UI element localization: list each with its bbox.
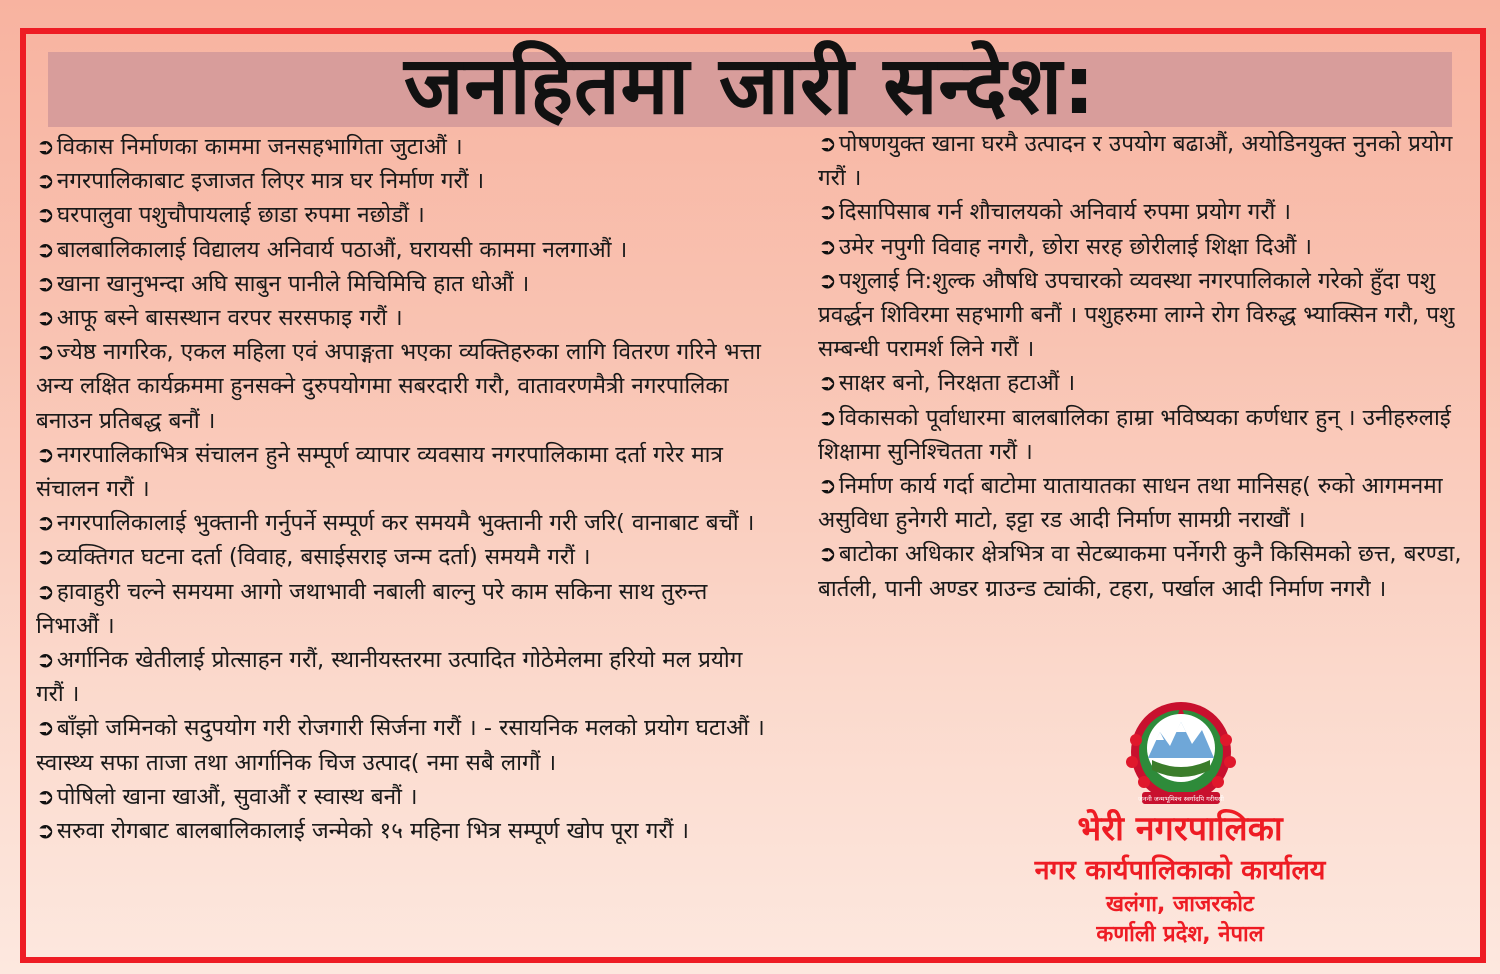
message-text: दिसापिसाब गर्न शौचालयको अनिवार्य रुपमा प्रयोग गरौं । [838,199,1292,226]
arrow-bullet-icon: ➲ [818,404,837,431]
message-item [36,164,776,198]
message-item [36,643,776,711]
message-item [36,301,776,335]
message-text: नगरपालिकाभित्र संचालन हुने सम्पूर्ण व्यापार व्यवसाय नगरपालिकामा दर्ता गरेर मात्र संचालन गरौं । [36,441,723,503]
message-text: आफू बस्ने बासस्थान वरपर सरसफाइ गरौं । [56,305,403,332]
arrow-bullet-icon: ➲ [36,578,55,605]
message-item [36,540,776,574]
arrow-bullet-icon: ➲ [36,510,55,537]
nepal-coat-of-arms-icon [1118,700,1244,810]
arrow-bullet-icon: ➲ [36,339,55,366]
message-text: उमेर नपुगी विवाह नगरौ, छोरा सरह छोरीलाई शिक्षा दिऔं । [838,233,1313,260]
emblem-motto: जननी जन्मभूमिश्च स्वर्गादपि गरीयसी [1138,795,1224,803]
arrow-bullet-icon: ➲ [36,202,55,229]
arrow-bullet-icon: ➲ [36,818,55,845]
left-message-list [36,130,776,848]
message-text: बाँझो जमिनको सदुपयोग गरी रोजगारी सिर्जना गरौं । - रसायनिक मलको प्रयोग घटाऔं । स्वास्थ्य सफा ताजा तथा आर्गानिक चिज उत्पाद( नमा सबै लागौं । [36,715,765,776]
office-name: भेरी नगरपालिका [1077,809,1283,849]
arrow-bullet-icon: ➲ [818,199,837,226]
arrow-bullet-icon: ➲ [818,541,837,568]
message-item [36,506,776,540]
poster-title: जनहितमा जारी सन्देश: [403,39,1096,132]
message-text: पोषणयुक्त खाना घरमै उत्पादन र उपयोग बढाऔं, अयोडिनयुक्त नुनको प्रयोग गरौं । [818,131,1453,192]
message-text: घरपालुवा पशुचौपायलाई छाडा रुपमा नछोडौं । [56,202,425,229]
arrow-bullet-icon: ➲ [818,370,837,397]
message-item [818,230,1468,264]
message-text: व्यक्तिगत घटना दर्ता (विवाह, बसाईसराइ जन्म दर्ता) समयमै गरौं । [56,544,591,571]
message-text: पोषिलो खाना खाऔं, सुवाऔं र स्वास्थ बनौं । [56,783,418,810]
office-province: कर्णाली प्रदेश, नेपाल [1096,922,1264,947]
message-item [36,130,776,164]
arrow-bullet-icon: ➲ [36,236,55,263]
message-item [818,366,1468,400]
message-item [818,264,1468,367]
message-text: साक्षर बनो, निरक्षता हटाऔं । [838,370,1076,397]
message-text: पशुलाई नि:शुल्क औषधि उपचारको व्यवस्था नगरपालिकाले गरेको हुँदा पशु प्रवर्द्धन शिविरमा सहभागी बनौं । पशुहरुमा लाग्ने रोग विरुद्ध भ्याक्सिन गरौ, पशु सम्बन्धी परामर्श लिने गरौं । [818,267,1455,363]
message-text: विकासको पूर्वाधारमा बालबालिका हाम्रा भविष्यका कर्णधार हुन् । उनीहरुलाई शिक्षामा सुनिश्चितता गरौं । [818,404,1451,465]
right-message-list [818,127,1468,606]
message-item [36,267,776,301]
message-text: विकास निर्माणका काममा जनसहभागिता जुटाऔं । [56,134,463,160]
message-item [818,401,1468,469]
message-text: अर्गानिक खेतीलाई प्रोत्साहन गरौं, स्थानीयस्तरमा उत्पादित गोठेमेलमा हरियो मल प्रयोग गरौं । [36,647,743,708]
message-text: ज्येष्ठ नागरिक, एकल महिला एवं अपाङ्गता भएका व्यक्तिहरुका लागि वितरण गरिने भत्ता अन्य लक्षित कार्यक्रममा हुनसक्ने दुरुपयोगमा सबरदारी गरौ, वातावरणमैत्री नगरपालिका बनाउन प्रतिबद्ध बनौं । [36,339,762,434]
message-text: खाना खानुभन्दा अघि साबुन पानीले मिचिमिचि हात धोऔं । [56,270,530,297]
message-item [36,198,776,232]
message-item [818,195,1468,229]
office-subtitle: नगर कार्यपालिकाको कार्यालय [1034,855,1326,886]
arrow-bullet-icon: ➲ [36,270,55,297]
arrow-bullet-icon: ➲ [36,441,55,468]
message-item [36,711,776,779]
arrow-bullet-icon: ➲ [36,168,55,195]
message-text: बाटोका अधिकार क्षेत्रभित्र वा सेटब्याकमा पर्नेगरी कुनै किसिमको छत्त, बरण्डा, बार्तली, पानी अण्डर ग्राउन्ड ट्यांकी, टहरा, पर्खाल आदी निर्माण नगरौ । [818,541,1462,602]
message-item [36,438,776,506]
message-item [36,575,776,643]
arrow-bullet-icon: ➲ [36,544,55,571]
message-item [818,469,1468,537]
message-item [36,814,776,848]
arrow-bullet-icon: ➲ [36,305,55,332]
message-item [36,335,776,438]
arrow-bullet-icon: ➲ [36,647,55,674]
arrow-bullet-icon: ➲ [818,131,837,157]
message-item [36,233,776,267]
arrow-bullet-icon: ➲ [818,233,837,260]
message-text: नगरपालिकाबाट इजाजत लिएर मात्र घर निर्माण गरौं । [56,168,485,195]
arrow-bullet-icon: ➲ [818,267,837,294]
arrow-bullet-icon: ➲ [36,715,55,742]
message-text: हावाहुरी चल्ने समयमा आगो जथाभावी नबाली बाल्नु परे काम सकिना साथ तुरुन्त निभाऔं । [36,578,708,639]
message-text: बालबालिकालाई विद्यालय अनिवार्य पठाऔं, घरायसी काममा नलगाऔं । [56,236,628,263]
arrow-bullet-icon: ➲ [818,473,837,500]
message-item [818,537,1468,605]
arrow-bullet-icon: ➲ [36,134,55,160]
message-text: सरुवा रोगबाट बालबालिकालाई जन्मेको १५ महिना भित्र सम्पूर्ण खोप पूरा गरौं । [56,818,690,845]
message-text: निर्माण कार्य गर्दा बाटोमा यातायातका साधन तथा मानिसह( रुको आगमनमा असुविधा हुनेगरी माटो, इट्टा रड आदी निर्माण सामग्री नराखौं । [818,473,1443,534]
message-item [36,780,776,814]
arrow-bullet-icon: ➲ [36,783,55,810]
office-place: खलंगा, जाजरकोट [1105,892,1255,917]
message-item [818,127,1468,195]
message-text: नगरपालिकालाई भुक्तानी गर्नुपर्ने सम्पूर्ण कर समयमै भुक्तानी गरी जरि( वानाबाट बचौं । [56,510,755,537]
